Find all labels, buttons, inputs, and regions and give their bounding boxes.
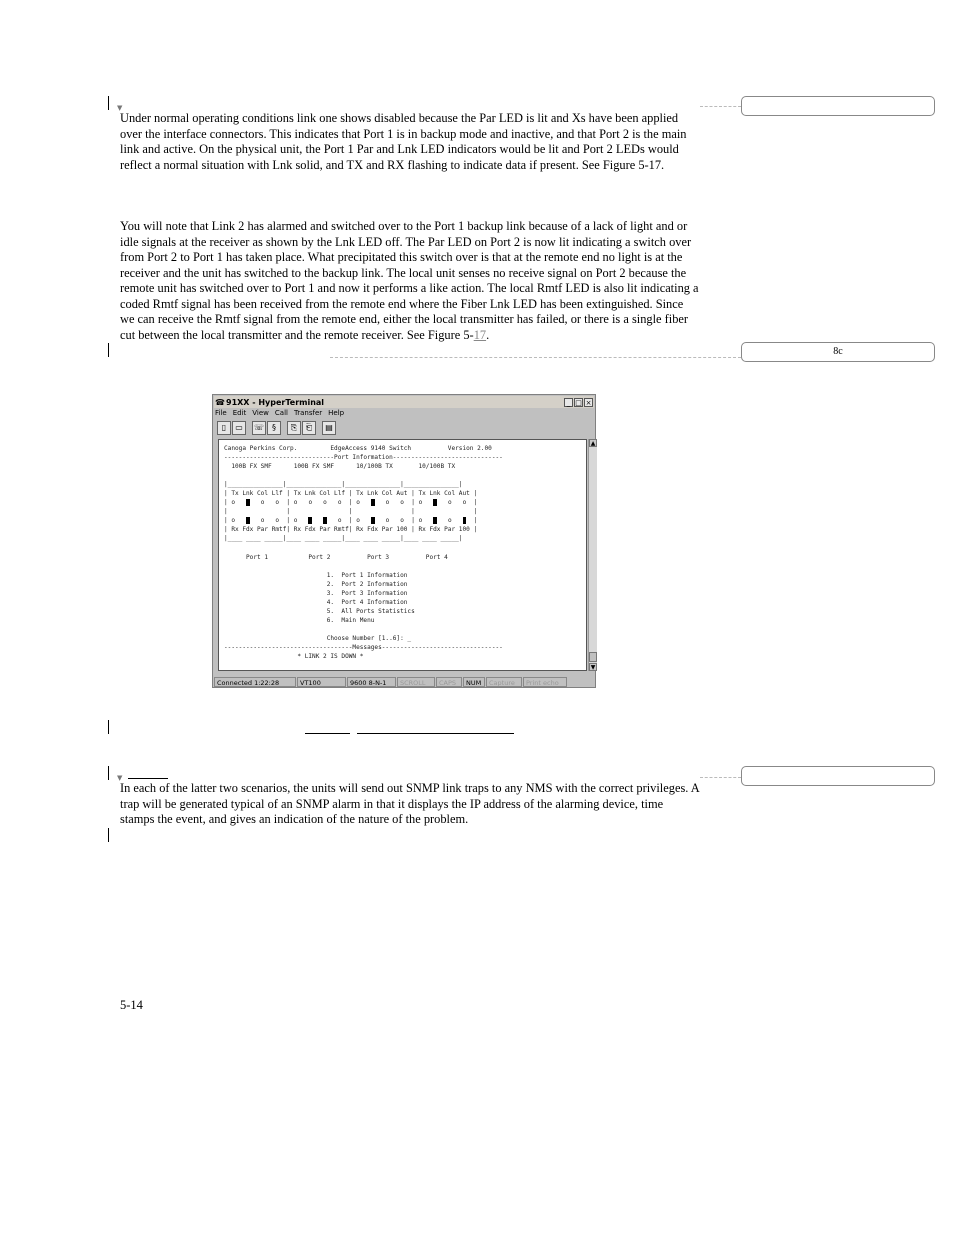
terminal-line: Canoga Perkins Corp. EdgeAccess 9140 Switch Version 2.00 — [224, 445, 492, 452]
menu-transfer[interactable]: Transfer — [293, 409, 323, 417]
terminal-line — [224, 562, 503, 571]
terminal-line: 2. Port 2 Information — [224, 580, 408, 588]
toolbar — [217, 421, 336, 436]
receive-icon[interactable]: ⎗ — [302, 421, 316, 435]
comment-leader — [700, 777, 741, 778]
status-emulation: VT100 — [297, 677, 346, 687]
new-icon[interactable]: ▯ — [217, 421, 231, 435]
change-bar — [108, 766, 109, 780]
terminal-text — [224, 444, 503, 661]
terminal-line: 5. All Ports Statistics — [224, 607, 415, 615]
properties-icon[interactable]: ▤ — [322, 421, 336, 435]
status-caps: CAPS — [436, 677, 462, 687]
menu-call[interactable]: Call — [274, 409, 288, 417]
window-title: 91XX - HyperTerminal — [226, 397, 325, 407]
terminal-line: 6. Main Menu — [224, 616, 375, 624]
menu-bar — [215, 409, 344, 419]
status-scroll: SCROLL — [397, 677, 435, 687]
caption-rule — [357, 733, 514, 734]
status-print-echo: Print echo — [523, 677, 567, 687]
status-bar — [214, 677, 594, 687]
minimize-button[interactable]: _ — [564, 398, 573, 407]
paragraph-2 — [120, 219, 700, 343]
phone-icon: ☎ — [215, 397, 225, 407]
terminal-line: | Tx Lnk Col Llf | Tx Lnk Col Llf | Tx Lnk Col Aut | Tx Lnk Col Aut | — [224, 490, 478, 498]
comment-leader — [330, 357, 741, 358]
terminal-line: |_______________|_______________|_______________|_______________| — [224, 481, 463, 489]
scroll-down-icon[interactable]: ▼ — [590, 664, 596, 671]
comment-balloon-3[interactable] — [741, 766, 935, 786]
paragraph-1 — [120, 111, 700, 173]
terminal-line: * LINK 2 IS DOWN * — [224, 653, 364, 661]
figure-reference[interactable]: 17 — [473, 327, 487, 342]
page-number: 5-14 — [120, 998, 143, 1012]
terminal-line: | | | | | — [224, 508, 478, 516]
scroll-thumb[interactable] — [589, 652, 597, 662]
terminal-line: | Rx Fdx Par Rmtf| Rx Fdx Par Rmtf| Rx Fdx Par 100 | Rx Fdx Par 100 | — [224, 526, 478, 534]
status-connected: Connected 1:22:28 — [214, 677, 296, 687]
terminal-line: ------------------------------Port Information------------------------------ — [224, 454, 503, 462]
menu-file[interactable]: File — [215, 409, 227, 417]
scroll-up-icon[interactable]: ▲ — [590, 440, 596, 447]
paragraph-3 — [120, 781, 700, 828]
terminal-line: Port 1 Port 2 Port 3 Port 4 — [224, 553, 448, 561]
terminal-line: 100B FX SMF 100B FX SMF 10/100B TX 10/100B TX — [224, 463, 456, 471]
open-icon[interactable]: ▭ — [232, 421, 246, 435]
menu-edit[interactable]: Edit — [232, 409, 247, 417]
comment-leader — [700, 106, 741, 107]
paragraph-2-text: You will note that Link 2 has alarmed and switched over to the Port 1 backup link because of a lack of light and or idle signals at the receiver as shown by the Lnk LED off. The Par LED on Port 2 is now lit indicating a switch over from Port 2 to Port 1 has taken place. What precipitated this switch over is that at the remote end no light is at the receiver and the unit has switched to the backup link. The local unit senses no receive signal on Port 2 because the remote unit has switched over to Port 1 and now it performs a like action. The local Rmtf LED is also lit indicating a coded Rmtf signal has been received from the remote end where the Fiber Lnk LED has been extinguished. Since we can receive the Rmtf signal from the remote end, either the local transmitter has failed, or there is a single fiber cut between the local transmitter and the remote receiver. See Figure 5-17. — [120, 219, 699, 342]
status-num: NUM — [463, 677, 485, 687]
connect-icon[interactable]: ☏ — [252, 421, 266, 435]
maximize-button[interactable]: □ — [575, 398, 582, 407]
window-titlebar — [214, 396, 594, 408]
caption-rule — [305, 733, 350, 734]
comment-balloon-2[interactable]: 8c — [741, 342, 935, 362]
terminal-line: 4. Port 4 Information — [224, 598, 408, 606]
terminal-line — [224, 544, 503, 553]
disconnect-icon[interactable]: § — [267, 421, 281, 435]
comment-anchor-icon: ▼ — [117, 104, 123, 112]
change-bar — [108, 343, 109, 357]
terminal-line: Choose Number [1..6]: _ — [224, 634, 412, 642]
insertion-rule — [128, 778, 168, 779]
terminal-line: 3. Port 3 Information — [224, 589, 408, 597]
status-capture: Capture — [486, 677, 522, 687]
change-bar — [108, 96, 109, 110]
terminal-line: -----------------------------------Messages--------------------------------- — [224, 644, 503, 652]
paragraph-1-text: Under normal operating conditions link one shows disabled because the Par LED is lit and Xs have been applied over the interface connectors. This indicates that Port 1 is in backup mode and inactive, and that Port 2 is the main link and active. On the physical unit, the Port 1 Par and Lnk LED indicators would be lit and Port 2 LEDs would reflect a normal situation with Lnk solid, and TX and RX flashing to indicate data if present. See Figure 5-17. — [120, 111, 687, 172]
menu-view[interactable]: View — [252, 409, 269, 417]
terminal-line: | o o o | o o o o | o o o | o o o | — [224, 499, 478, 507]
terminal-line — [224, 625, 503, 634]
change-bar — [108, 828, 109, 842]
terminal-line: 1. Port 1 Information — [224, 571, 408, 579]
change-bar — [108, 720, 109, 734]
terminal-line: | o o o | o o | o o o | o o | — [224, 517, 478, 525]
close-button[interactable]: × — [585, 398, 592, 407]
paragraph-3-text: In each of the latter two scenarios, the units will send out SNMP link traps to any NMS with the correct privileges. A trap will be generated typical of an SNMP alarm in that it displays the IP address of the alarming device, time stamps the event, and gives an indication of the nature of the problem. — [120, 781, 700, 826]
terminal-screen[interactable] — [218, 439, 587, 671]
menu-help[interactable]: Help — [328, 409, 345, 417]
hyperterminal-window — [212, 394, 596, 688]
comment-balloon-1[interactable] — [741, 96, 935, 116]
terminal-line — [224, 471, 503, 480]
status-settings: 9600 8-N-1 — [347, 677, 396, 687]
send-icon[interactable]: ⎘ — [287, 421, 301, 435]
comment-anchor-icon: ▼ — [117, 774, 123, 782]
terminal-line: |____ ____ _____|____ ____ _____|____ ____ _____|____ ____ _____| — [224, 535, 463, 543]
vertical-scrollbar[interactable] — [588, 439, 597, 671]
